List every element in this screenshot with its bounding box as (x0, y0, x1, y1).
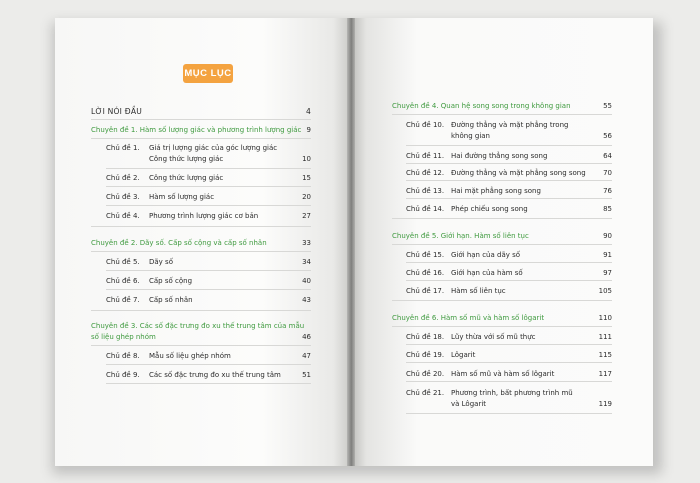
topic-title: Phép chiếu song song (451, 205, 528, 213)
topic-label: Chủ đề 11. (406, 152, 445, 160)
divider (406, 145, 612, 146)
page-number: 76 (603, 187, 612, 195)
topic-title-line-2: và Lôgarit (451, 400, 487, 408)
page-number: 111 (598, 333, 612, 341)
topic-label: Chủ đề 5. (106, 258, 140, 266)
topic-title: Giới hạn của dãy số (451, 251, 521, 259)
topic-title: Hàm số lượng giác (149, 193, 215, 201)
toc-topic-10[interactable] (406, 120, 612, 144)
entry-text: LỜI NÓI ĐẦU (91, 107, 142, 116)
page-number: 20 (302, 193, 311, 201)
divider (406, 180, 612, 181)
toc-topic-21[interactable] (406, 388, 612, 412)
divider (406, 344, 612, 345)
topic-title: Lũy thừa với số mũ thực (451, 333, 536, 341)
page-number: 85 (603, 205, 612, 213)
toc-topic-1[interactable] (106, 143, 311, 167)
page-number: 51 (302, 371, 311, 379)
page-number: 90 (603, 232, 612, 240)
topic-label: Chủ đề 9. (106, 371, 140, 379)
divider (392, 114, 612, 115)
divider (406, 381, 612, 382)
page-number: 40 (302, 277, 311, 285)
topic-label: Chủ đề 7. (106, 296, 140, 304)
page-number: 10 (302, 155, 311, 163)
topic-label: Chủ đề 20. (406, 370, 445, 378)
chapter-title: Chuyên đề 4. Quan hệ song song trong không gian (392, 102, 571, 110)
divider (91, 345, 311, 346)
page-number: 117 (598, 370, 612, 378)
topic-title-line-1: Giá trị lượng giác của góc lượng giác (149, 144, 278, 152)
page-number: 43 (302, 296, 311, 304)
divider (91, 310, 311, 311)
chapter-title-line-2: số liệu ghép nhóm (91, 333, 156, 341)
divider (106, 186, 311, 187)
page-number: 46 (302, 333, 311, 341)
chapter-title: Chuyên đề 5. Giới hạn. Hàm số liên tục (392, 232, 529, 240)
divider (392, 218, 612, 219)
divider (406, 362, 612, 363)
topic-title: Hàm số liên tục (451, 287, 506, 295)
divider (106, 383, 311, 384)
page-number: 64 (603, 152, 612, 160)
divider (106, 168, 311, 169)
topic-title-line-1: Phương trình, bất phương trình mũ (451, 389, 573, 397)
divider (106, 289, 311, 290)
topic-title: Công thức lượng giác (149, 174, 224, 182)
chapter-title: Chuyên đề 1. Hàm số lượng giác và phương trình lượng giác (91, 126, 302, 134)
topic-label: Chủ đề 12. (406, 169, 445, 177)
topic-label: Chủ đề 10. (406, 121, 445, 129)
page-number: 56 (603, 132, 612, 140)
chapter-title: Chuyên đề 6. Hàm số mũ và hàm số lôgarit (392, 314, 545, 322)
page-number: 27 (302, 212, 311, 220)
chapter-title-line-1: Chuyên đề 3. Các số đặc trưng đo xu thế trung tâm của mẫu (91, 322, 305, 330)
page-number: 91 (603, 251, 612, 259)
topic-title: Lôgarit (451, 351, 476, 359)
page-number: 110 (598, 314, 612, 322)
topic-title-line-2: không gian (451, 132, 490, 140)
divider (406, 413, 612, 414)
topic-label: Chủ đề 16. (406, 269, 445, 277)
divider (91, 251, 311, 252)
topic-label: Chủ đề 1. (106, 144, 140, 152)
topic-title: Hai đường thẳng song song (451, 152, 548, 160)
topic-title: Đường thẳng và mặt phẳng song song (451, 169, 586, 177)
divider (392, 244, 612, 245)
topic-title: Giới hạn của hàm số (451, 269, 523, 277)
topic-label: Chủ đề 3. (106, 193, 140, 201)
divider (406, 163, 612, 164)
divider (392, 326, 612, 327)
page-number: 115 (598, 351, 612, 359)
page-number: 4 (305, 107, 311, 116)
page-number: 105 (598, 287, 612, 295)
chapter-title: Chuyên đề 2. Dãy số. Cấp số cộng và cấp số nhân (91, 239, 267, 247)
divider (91, 226, 311, 227)
topic-label: Chủ đề 14. (406, 205, 445, 213)
topic-title-line-1: Đường thẳng và mặt phẳng trong (451, 121, 569, 129)
topic-label: Chủ đề 6. (106, 277, 140, 285)
topic-title: Cấp số cộng (149, 277, 193, 285)
topic-title: Dãy số (149, 258, 173, 266)
page-number: 55 (603, 102, 612, 110)
divider (106, 270, 311, 271)
page-number: 33 (302, 239, 311, 247)
book-spine (347, 18, 355, 466)
divider (406, 262, 612, 263)
divider (106, 205, 311, 206)
divider (91, 138, 311, 139)
topic-label: Chủ đề 8. (106, 352, 140, 360)
page-number: 15 (302, 174, 311, 182)
page-number: 47 (302, 352, 311, 360)
page-number: 9 (306, 126, 311, 134)
topic-title: Phương trình lượng giác cơ bản (149, 212, 259, 220)
topic-title: Các số đặc trưng đo xu thế trung tâm (149, 371, 281, 379)
topic-title: Mẫu số liệu ghép nhóm (149, 352, 231, 360)
topic-label: Chủ đề 18. (406, 333, 445, 341)
page-number: 70 (603, 169, 612, 177)
topic-title: Cấp số nhân (149, 296, 193, 304)
divider (106, 364, 311, 365)
divider (406, 280, 612, 281)
divider (392, 300, 612, 301)
topic-title: Hàm số mũ và hàm số lôgarit (451, 370, 555, 378)
topic-label: Chủ đề 2. (106, 174, 140, 182)
topic-title: Hai mặt phẳng song song (451, 187, 541, 195)
topic-label: Chủ đề 4. (106, 212, 140, 220)
topic-label: Chủ đề 15. (406, 251, 445, 259)
toc-chapter-3[interactable] (91, 321, 311, 343)
page-number: 97 (603, 269, 612, 277)
divider (406, 198, 612, 199)
topic-label: Chủ đề 19. (406, 351, 445, 359)
page-number: 34 (302, 258, 311, 266)
topic-title-line-2: Công thức lượng giác (149, 155, 224, 163)
toc-title-badge: MỤC LỤC (183, 64, 233, 83)
topic-label: Chủ đề 13. (406, 187, 445, 195)
page-number: 119 (598, 400, 612, 408)
topic-label: Chủ đề 17. (406, 287, 445, 295)
topic-label: Chủ đề 21. (406, 389, 445, 397)
divider (91, 119, 311, 120)
